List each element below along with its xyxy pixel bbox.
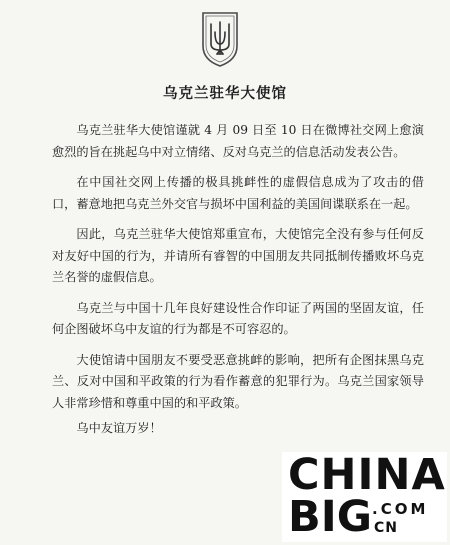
statement-paragraph-5: 大使馆请中国朋友不要受恶意挑衅的影响，把所有企图抹黑乌克兰、反对中国和平政策的行为看作蓄意的犯罪行为。乌克兰国家领导人非常珍惜和尊重中国的和平政策。 — [52, 352, 424, 410]
statement-paragraph-1: 乌克兰驻华大使馆谨就 4 月 09 日至 10 日在微博社交网上愈演愈烈的旨在挑起乌中对立情绪、反对乌克兰的信息活动发表公告。 — [52, 123, 424, 159]
statement-paragraph-3: 因此，乌克兰驻华大使馆郑重宣布，大使馆完全没有参与任何反对友好中国的行为，并请所有睿智的中国朋友共同抵制传播败坏乌克兰名誉的虚假信息。 — [52, 227, 424, 284]
watermark-cn: CN — [374, 520, 398, 536]
embassy-title: 乌克兰驻华大使馆 — [163, 85, 287, 102]
statement-paragraph-4: 乌克兰与中国十几年良好建设性合作印证了两国的坚固友谊，任何企图破坏乌中友谊的行为都是不可容忍的。 — [52, 300, 424, 336]
watermark-com: .COM — [372, 500, 429, 518]
chinabig-watermark-logo — [282, 452, 447, 542]
watermark-line2: BIG — [288, 492, 373, 542]
watermark-line1: CHINA — [288, 450, 446, 500]
statement-paragraph-6: 乌中友谊万岁！ — [76, 421, 162, 435]
statement-body — [52, 120, 424, 449]
statement-paragraph-2: 在中国社交网上传播的极具挑衅性的虚假信息成为了攻击的借口，蓄意地把乌克兰外交官与损坏中国利益的美国间谍联系在一起。 — [52, 175, 424, 211]
ukraine-trident-emblem-icon — [200, 10, 240, 68]
